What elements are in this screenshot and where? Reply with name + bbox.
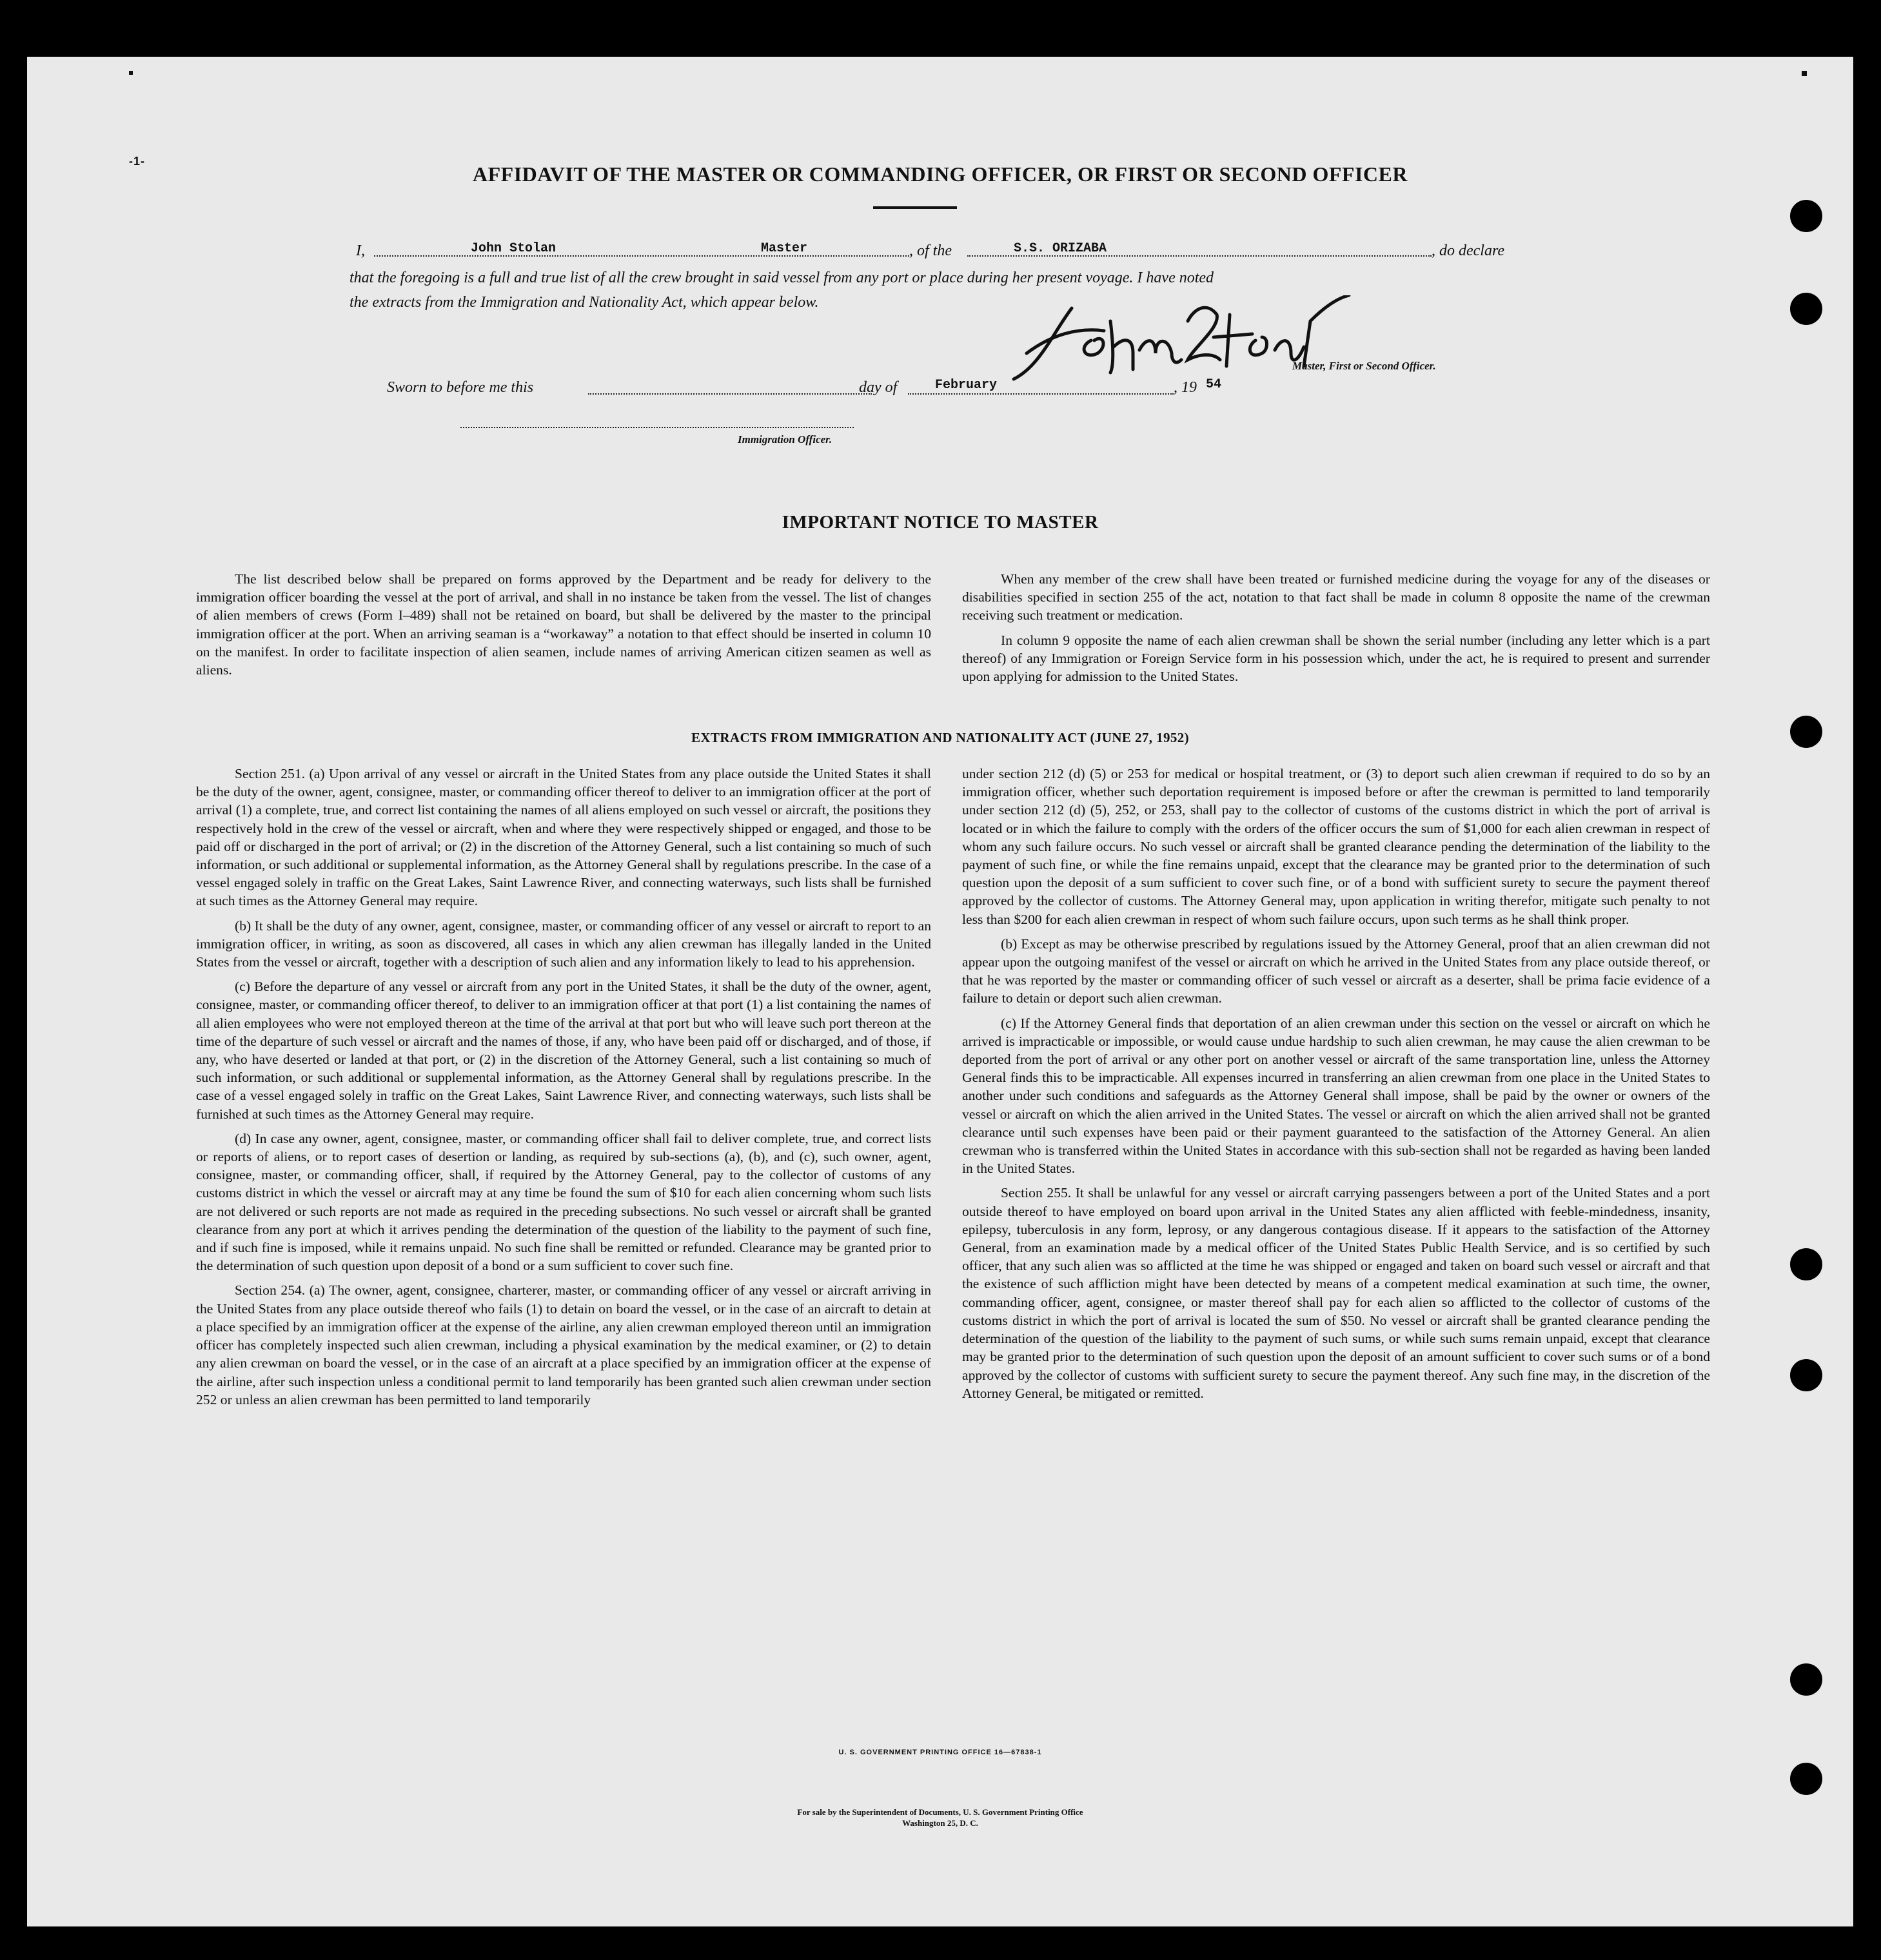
for-sale-line-1: For sale by the Superintendent of Documents, U. S. Government Printing Office [797,1807,1083,1817]
for-sale-line-2: Washington 25, D. C. [902,1818,978,1828]
extracts-left-column [196,765,931,1415]
of-the-label: , of the [909,242,952,259]
do-declare-label: , do declare [1432,242,1505,259]
punch-hole [1790,200,1822,232]
affidavit-title: AFFIDAVIT OF THE MASTER OR COMMANDING OFFICER, OR FIRST OR SECOND OFFICER [473,162,1408,186]
printing-office-line: U. S. GOVERNMENT PRINTING OFFICE 16—67838-1 [838,1749,1042,1756]
extract-paragraph: (d) In case any owner, agent, consignee, master, or commanding officer shall fail to deliver complete, true, and correct lists or reports of aliens, or to report cases of desertion or landing, as required by sub-sections (a), (b), and (c), such owner, agent, consignee, master, or commanding officer, shall, if required by the Attorney General, pay to the collector of customs of any customs district in which the vessel or aircraft may at any time be found the sum of $10 for each alien concerning whom such lists are not delivered or such reports are not made as required in the preceding subsections. No such vessel or aircraft shall be granted clearance from any port at which it arrives pending the determination of the question of the liability to the payment of such fine, and if such fine is imposed, while it remains unpaid. No such fine shall be remitted or refunded. Clearance may be granted prior to the determination of such question upon deposit of a bond or a sum sufficient to cover such fine. [196,1130,931,1274]
i-label: I, [356,242,365,259]
scan-speck [1802,71,1807,76]
extract-paragraph: (b) Except as may be otherwise prescribed by regulations issued by the Attorney General, proof that an alien crewman did not appear upon the outgoing manifest of the vessel or aircraft on which he arrived in the United States from any place outside thereof, or that he was reported by the master or commanding officer of such vessel or aircraft as a deserter, shall be prima facie evidence of a failure to detain or deport such alien crewman. [962,936,1710,1006]
document-page [27,57,1853,1926]
sworn-day-line [588,393,872,395]
day-of-label: day of [859,379,898,396]
signature-caption: Master, First or Second Officer. [1292,360,1436,372]
officer-line [460,427,854,428]
extracts-heading: EXTRACTS FROM IMMIGRATION AND NATIONALITY ACT (JUNE 27, 1952) [691,730,1190,745]
notice-right-column [962,570,1710,692]
extracts-right-column [962,765,1710,1409]
notice-heading: IMPORTANT NOTICE TO MASTER [782,512,1099,533]
notice-paragraph: The list described below shall be prepared on forms approved by the Department and be ready for delivery to the immigration officer boarding the vessel at the port of arrival, and shall in no instance be taken from the vessel. The list of changes of alien members of crews (Form I–489) shall not be retained on board, but shall be delivered by the master to the principal immigration officer at the port. When an arriving seaman is a “workaway” a notation to that effect should be inserted in column 10 on the manifest. In order to facilitate inspection of alien seamen, include names of arriving American citizen seamen as well as aliens. [196,571,931,678]
sworn-year: 54 [1206,377,1222,392]
master-rank: Master [761,241,808,256]
notice-paragraph: In column 9 opposite the name of each alien crewman shall be shown the serial number (including any letter which is a part thereof) of any Immigration or Foreign Service form in his possession which, under the act, he is required to present and surrender upon applying for admission to the United States. [962,632,1710,685]
officer-caption: Immigration Officer. [738,433,832,446]
extract-paragraph: Section 254. (a) The owner, agent, consignee, charterer, master, or commanding officer of any vessel or aircraft arriving in the United States from any place outside thereof who fails (1) to detain on board the vessel, or in the case of an aircraft to detain at a place specified by an immigration officer at the expense of the airline, any alien crewman employed thereon until an immigration officer has completely inspected such alien crewman, including a physical examination by the medical examiner, or (2) to detain any alien crewman on board the vessel, or in the case of an aircraft at a place specified by an immigration officer at the expense of the airline, after such inspection unless a conditional permit to land temporarily has been granted such alien crewman under section 252 or unless an alien crewman has been permitted to land temporarily [196,1282,931,1407]
month-line [908,393,1174,395]
extract-paragraph: Section 251. (a) Upon arrival of any vessel or aircraft in the United States from any place outside the United States it shall be the duty of the owner, agent, consignee, master, or commanding officer thereof to deliver to an immigration officer at the port of arrival (1) a complete, true, and correct list containing the names of all aliens employed on such vessel or aircraft, the positions they respectively hold in the crew of the vessel or aircraft, when and where they were respectively shipped or engaged, and those to be paid off or discharged in the port of arrival; or (2) in the discretion of the Attorney General, such a list containing so much of such information, or such additional or supplemental information, as the Attorney General shall by regulations prescribe. In the case of a vessel engaged solely in traffic on the Great Lakes, Saint Lawrence River, and connecting waterways, such lists shall be furnished at such times as the Attorney General may require. [196,766,931,909]
extract-paragraph: (b) It shall be the duty of any owner, agent, consignee, master, or commanding officer of any vessel or aircraft to report to an immigration officer, in writing, as soon as discovered, all cases in which any alien crewman has illegally landed in the United States from the vessel or aircraft, together with a description of such alien and any information likely to lead to his apprehension. [196,917,931,970]
scan-speck [129,71,133,75]
margin-mark: -1- [129,155,145,168]
statement-line-2: the extracts from the Immigration and Nationality Act, which appear below. [350,294,819,311]
title-rule [873,206,957,209]
punch-hole [1790,1763,1822,1795]
punch-hole [1790,1359,1822,1391]
name-line [374,255,909,257]
extract-paragraph: (c) Before the departure of any vessel or aircraft from any port in the United States, it shall be the duty of the owner, agent, consignee, master, or commanding officer thereof, to deliver to an immigration officer at that port (1) a list containing the names of all alien employees who were not employed thereon at the time of the arrival at that port but who will leave such port thereon at the time of the departure of such vessel or aircraft and the names of those, if any, who have been paid off or discharged, and of those, if any, who have deserted or landed at that port, or (2) in the discretion of the Attorney General, such a list containing so much of such information, or such additional or supplemental information, as the Attorney General shall by regulations prescribe. In the case of a vessel engaged solely in traffic on the Great Lakes, Saint Lawrence River, and connecting waterways, such lists shall be furnished at such times as the Attorney General may require. [196,979,931,1122]
extract-paragraph: Section 255. It shall be unlawful for any vessel or aircraft carrying passengers between a port of the United States and a port outside thereof to have employed on board upon arrival in the United States any alien afflicted with feeble-mindedness, insanity, epilepsy, tuberculosis in any form, leprosy, or any dangerous contagious disease. If it appears to the satisfaction of the Attorney General, from an examination made by a medical officer of the United States Public Health Service, and is so certified by such officer, that any such alien was so afflicted at the time he was shipped or engaged and taken on board such vessel or aircraft and that the existence of such affliction might have been detected by means of a competent medical examination at such time, the owner, commanding officer, agent, consignee, or master thereof shall pay for each alien so afflicted to the collector of customs of the customs district in which the port of arrival is located the sum of $50. No vessel or aircraft shall be granted clearance pending the determination of the question of the liability to the payment of such sums, or while such sums remain unpaid, except that clearance may be granted prior to the determination of such question upon the deposit of an amount sufficient to cover such sums or of a bond approved by the collector of customs with sufficient surety to secure the payment thereof. Any such fine may, in the discretion of the Attorney General, be mitigated or remitted. [962,1185,1710,1401]
master-signature [1001,295,1362,392]
for-sale-notice [27,1807,1853,1828]
vessel-name: S.S. ORIZABA [1014,241,1107,256]
punch-hole [1790,293,1822,325]
sworn-month: February [935,378,998,393]
extract-paragraph: (c) If the Attorney General finds that deportation of an alien crewman under this section on the vessel or aircraft on which he arrived is impracticable or impossible, or would cause undue hardship to such alien crewman, he may cause the alien crewman to be deported from the port of arrival or any other port on another vessel or aircraft of the same transportation line, unless the Attorney General finds this to be impracticable. All expenses incurred in transferring an alien crewman from one place in the United States to another under such conditions and safeguards as the Attorney General shall impose, shall be paid by the owner or owners of the vessel or aircraft on which the alien arrived in the United States. The vessel or aircraft on which the alien arrived shall not be granted clearance until such expenses have been paid or their payment guaranteed to the satisfaction of the Attorney General. An alien crewman who is transferred within the United States in accordance with this sub-section shall not be regarded as having been landed in the United States. [962,1015,1710,1177]
notice-left-column [196,570,931,685]
sworn-label: Sworn to before me this [387,379,534,396]
year-prefix: , 19 [1174,379,1197,396]
extract-paragraph: under section 212 (d) (5) or 253 for medical or hospital treatment, or (3) to deport such alien crewman if required to do so by an immigration officer, whether such deportation requirement is imposed before or after the crewman is permitted to land temporarily under section 212 (d) (5), 252, or 253, shall pay to the collector of customs of the customs district in which the port of arrival is located or in which the failure to comply with the orders of the officer occurs the sum of $1,000 for each alien crewman in respect of whom any such failure occurs. No such vessel or aircraft shall be granted clearance pending the determination of the liability to the payment of such fine, or while the fine remains unpaid, except that the clearance may be granted prior to the determination of such question upon the deposit of a sum sufficient to cover such fine, or of a bond with sufficient surety to secure the payment thereof approved by the collector of customs. The Attorney General may, upon application in writing therefor, mitigate such penalty to not less than $200 for each alien crewman in respect of whom such failure occurs, upon such terms as he shall think proper. [962,766,1710,927]
notice-paragraph: When any member of the crew shall have been treated or furnished medicine during the voyage for any of the diseases or disabilities specified in section 255 of the act, notation to that fact shall be made in column 8 opposite the name of the crewman receiving such treatment or medication. [962,571,1710,623]
punch-hole [1790,1248,1822,1280]
statement-line-1: that the foregoing is a full and true list of all the crew brought in said vessel from any port or place during her present voyage. I have noted [350,270,1214,286]
master-name: John Stolan [471,241,556,256]
punch-hole [1790,1663,1822,1696]
